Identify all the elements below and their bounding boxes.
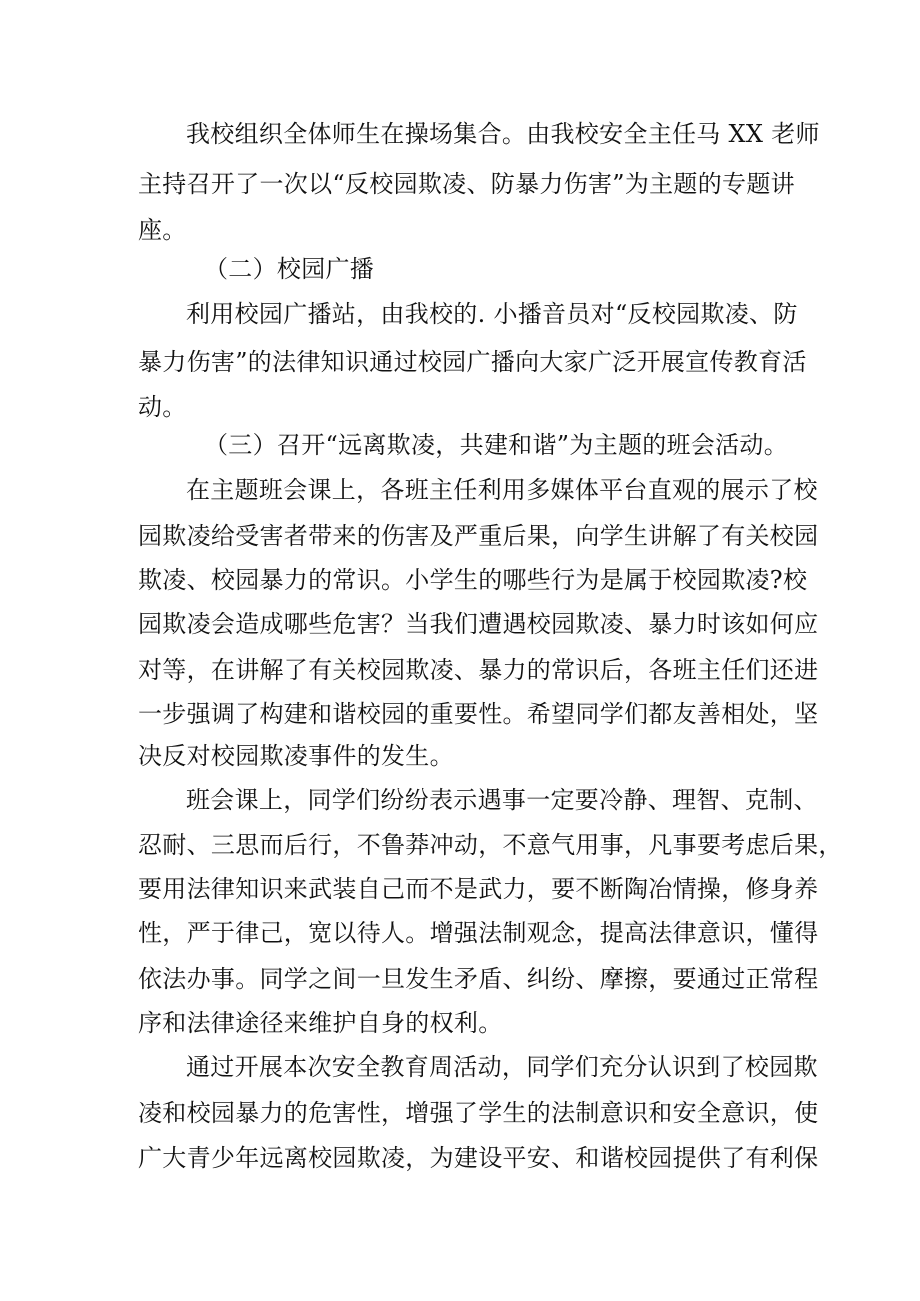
text-line: 欺凌、校园暴力的常识。小学生的哪些行为是属于校园欺凌?校 <box>138 566 808 594</box>
text-line: 在主题班会课上，各班主任利用多媒体平台直观的展示了校 <box>186 476 818 504</box>
text-line: 对等，在讲解了有关校园欺凌、暴力的常识后，各班主任们还进 <box>138 656 819 684</box>
text-line: 一步强调了构建和谐校园的重要性。希望同学们都友善相处，坚 <box>138 700 819 728</box>
text-line: 广大青少年远离校园欺凌，为建设平安、和谐校园提供了有利保 <box>138 1144 819 1172</box>
text-line: 班会课上，同学们纷纷表示遇事一定要冷静、理智、克制、 <box>186 786 818 814</box>
text-line: 利用校园广播站，由我校的. 小播音员对“反校园欺凌、防 <box>186 300 798 328</box>
text-line: 凌和校园暴力的危害性，增强了学生的法制意识和安全意识，使 <box>138 1099 819 1127</box>
text-line: 要用法律知识来武装自己而不是武力，要不断陶冶情操，修身养 <box>138 875 819 903</box>
text-line: 动。 <box>138 393 187 421</box>
text-line: 园欺凌会造成哪些危害？当我们遭遇校园欺凌、暴力时该如何应 <box>138 610 819 638</box>
text-line: 忍耐、三思而后行，不鲁莽冲动，不意气用事，凡事要考虑后果， <box>138 831 843 859</box>
text-line: 依法办事。同学之间一旦发生矛盾、纠纷、摩擦，要通过正常程 <box>138 965 819 993</box>
section-heading: （三）召开“远离欺凌，共建和谐”为主题的班会活动。 <box>204 431 789 459</box>
text-line: 通过开展本次安全教育周活动，同学们充分认识到了校园欺 <box>186 1053 818 1081</box>
text-line: 我校组织全体师生在操场集合。由我校安全主任马 XX 老师 <box>186 120 820 148</box>
text-line: 座。 <box>138 216 187 244</box>
text-line: 决反对校园欺凌事件的发生。 <box>138 742 454 770</box>
text-line: 园欺凌给受害者带来的伤害及严重后果，向学生讲解了有关校园 <box>138 522 819 550</box>
text-line: 主持召开了一次以“反校园欺凌、防暴力伤害”为主题的专题讲 <box>138 170 795 198</box>
text-line: 性，严于律己，宽以待人。增强法制观念，提高法律意识，懂得 <box>138 919 819 947</box>
text-line: 序和法律途径来维护自身的权利。 <box>138 1009 503 1037</box>
section-heading: （二）校园广播 <box>204 255 375 283</box>
text-line: 暴力伤害”的法律知识通过校园广播向大家广泛开展宣传教育活 <box>138 348 807 376</box>
